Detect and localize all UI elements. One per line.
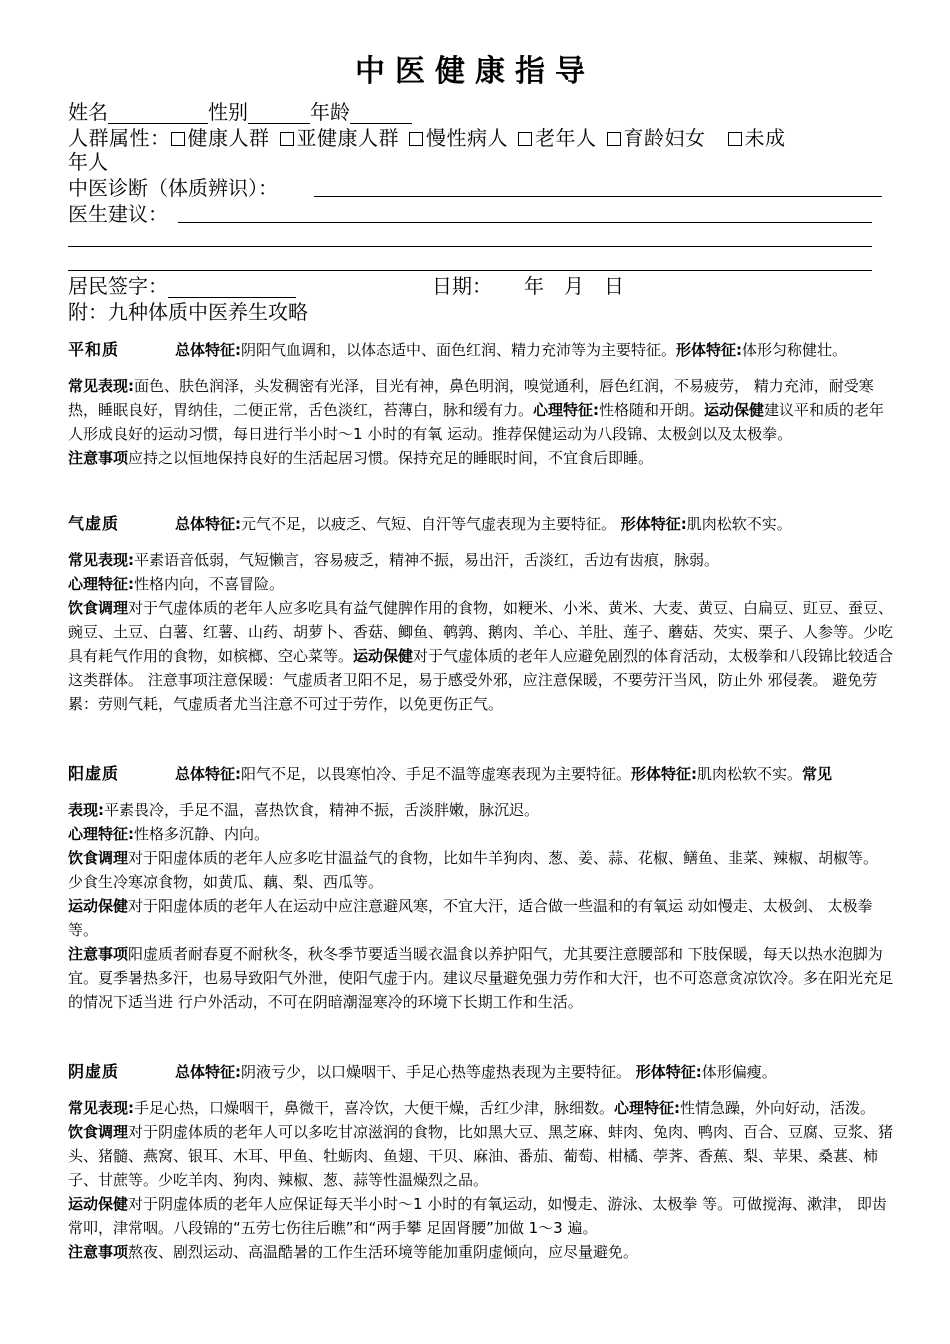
group-option-childbearing-women: 育龄妇女 (623, 126, 706, 150)
constitution-name: 平和质 (68, 340, 120, 359)
constitution-name: 阳虚质 (68, 764, 120, 783)
section-summary: 总体特征:阴阳气血调和，以体态适中、面色红润、精力充沛等为主要特征。形体特征:体形匀称健壮。 (175, 341, 848, 359)
constitution-name: 气虚质 (68, 514, 120, 533)
gender-field[interactable] (248, 103, 310, 124)
group-option-chronic: 慢性病人 (426, 126, 508, 150)
document-title: 中医健康指导 (355, 54, 595, 89)
signature-field[interactable] (168, 277, 296, 298)
gender-label: 性别 (208, 100, 248, 124)
group-option-minor: 未成 (744, 126, 786, 150)
date-month: 月 (564, 274, 584, 298)
section-qixu (68, 512, 894, 716)
section-paragraph: 运动保健对于阳虚体质的老年人在运动中应注意避风寒，不宜大汗，适合做一些温和的有氧运 动如慢走、太极剑、 太极拳等。 (68, 897, 873, 939)
section-paragraph: 注意事项应持之以恒地保持良好的生活起居习惯。保持充足的睡眠时间，不宜食后即睡。 (68, 449, 654, 467)
checkbox-chronic[interactable] (409, 132, 423, 146)
section-summary: 总体特征:阴液亏少，以口燥咽干、手足心热等虚热表现为主要特征。 形体特征:体形偏瘦。 (175, 1063, 777, 1081)
advice-field-line-3[interactable] (68, 270, 872, 271)
section-paragraph: 常见表现:手足心热，口燥咽干，鼻微干，喜冷饮，大便干燥，舌红少津，脉细数。心理特征:性情急躁，外向好动，活泼。 (68, 1099, 876, 1117)
signature-row (68, 274, 296, 298)
population-group-row (68, 126, 786, 150)
section-summary: 总体特征:阳气不足，以畏寒怕冷、手足不温等虚寒表现为主要特征。形体特征:肌肉松软不实。常见 (175, 765, 833, 783)
section-header (68, 762, 894, 786)
constitution-name: 阴虚质 (68, 1062, 120, 1081)
name-label: 姓名 (68, 100, 108, 124)
date-year: 年 (524, 274, 544, 298)
group-option-healthy: 健康人群 (187, 126, 270, 150)
section-summary: 总体特征:元气不足，以疲乏、气短、自汗等气虚表现为主要特征。 形体特征:肌肉松软不实。 (175, 515, 792, 533)
section-header (68, 1060, 894, 1084)
advice-field-line-2[interactable] (68, 246, 872, 247)
basic-info-row (68, 100, 412, 124)
section-paragraph: 注意事项阳虚质者耐春夏不耐秋冬，秋冬季节要适当暖衣温食以养护阳气，尤其要注意腰部和 下肢保暖，每天以热水泡脚为宜。夏季暑热多汗，也易导致阳气外泄，使阳气虚于内。建议尽量避免强力劳作和大汗，也不可恣意贪凉饮冷。多在阳光充足的情况下适当进 行户外活动，不可在阴暗潮湿寒冷的环境下长期工作和生活。 (68, 945, 894, 1011)
section-header (68, 512, 894, 536)
date-label: 日期： (432, 274, 492, 298)
checkbox-elderly[interactable] (518, 132, 532, 146)
age-field[interactable] (350, 103, 412, 124)
date-day: 日 (604, 274, 624, 298)
section-paragraph: 运动保健对于阴虚体质的老年人应保证每天半小时～1 小时的有氧运动，如慢走、游泳、太极拳 等。可做搅海、漱津， 即齿常叩，津常咽。八段锦的“五劳七伤往后瞧”和“两手攀 足固肾腰”加做 1～3 遍。 (68, 1195, 887, 1237)
section-paragraph: 常见表现:平素语音低弱，气短懒言，容易疲乏，精神不振，易出汗，舌淡红，舌边有齿痕，脉弱。 (68, 551, 720, 569)
checkbox-healthy[interactable] (171, 132, 185, 146)
section-paragraph: 饮食调理对于气虚体质的老年人应多吃具有益气健脾作用的食物，如粳米、小米、黄米、大麦、黄豆、白扁豆、豇豆、蚕豆、豌豆、土豆、白薯、红薯、山药、胡萝卜、香菇、鲫鱼、鹌鹑、鹅肉、羊心、羊肚、莲子、蘑菇、芡实、栗子、人参等。少吃具有耗气作用的食物，如槟榔、空心菜等。运动保健对于气虚体质的老年人应避免剧烈的体育活动，太极拳和八段锦比较适合这类群体。 注意事项注意保暖：气虚质者卫阳不足，易于感受外邪，应注意保暖，不要劳汗当风，防止外 邪侵袭。 避免劳累：劳则气耗，气虚质者尤当注意不可过于劳作，以免更伤正气。 (68, 599, 894, 713)
checkbox-childbearing-women[interactable] (607, 132, 621, 146)
name-field[interactable] (108, 103, 208, 124)
section-paragraph: 饮食调理对于阴虚体质的老年人可以多吃甘凉滋润的食物，比如黑大豆、黑芝麻、蚌肉、兔肉、鸭肉、百合、豆腐、豆浆、猪头、猪髓、燕窝、银耳、木耳、甲鱼、牡蛎肉、鱼翅、干贝、麻油、番茄、葡萄、柑橘、荸荠、香蕉、梨、苹果、桑葚、柿子、甘蔗等。少吃羊肉、狗肉、辣椒、葱、蒜等性温燥烈之品。 (68, 1123, 894, 1189)
group-label: 人群属性： (68, 126, 171, 150)
checkbox-minor[interactable] (728, 132, 742, 146)
group-option-elderly: 老年人 (535, 126, 597, 150)
section-paragraph: 注意事项熬夜、剧烈运动、高温酷暑的工作生活环境等能加重阴虚倾向，应尽量避免。 (68, 1243, 639, 1261)
appendix-title: 附：九种体质中医养生攻略 (68, 300, 308, 324)
section-paragraph: 饮食调理对于阳虚体质的老年人应多吃甘温益气的食物，比如牛羊狗肉、葱、姜、蒜、花椒、鳝鱼、韭菜、辣椒、胡椒等。 少食生冷寒凉食物，如黄瓜、藕、梨、西瓜等。 (68, 849, 879, 891)
section-yangxu (68, 762, 894, 1014)
section-paragraph: 心理特征:性格内向，不喜冒险。 (68, 575, 285, 593)
section-paragraph: 常见表现:面色、肤色润泽，头发稠密有光泽，目光有神，鼻色明润，嗅觉通利，唇色红润，不易疲劳， 精力充沛，耐受寒热，睡眠良好，胃纳佳，二便正常，舌色淡红，苔薄白，脉和缓有力。心理特征:性格随和开朗。运动保健建议平和质的老年人形成良好的运动习惯，每日进行半小时～1 小时的有氧 运动。推荐保健运动为八段锦、太极剑以及太极拳。 (68, 377, 885, 443)
advice-label: 医生建议： (68, 202, 168, 226)
section-paragraph: 表现:平素畏冷，手足不温，喜热饮食，精神不振，舌淡胖嫩，脉沉迟。 (68, 801, 540, 819)
section-header (68, 338, 894, 362)
diagnosis-field[interactable] (314, 196, 882, 197)
advice-field-line-1[interactable] (178, 222, 872, 223)
signature-label: 居民签字： (68, 274, 168, 298)
age-label: 年龄 (310, 100, 350, 124)
section-pinghe (68, 338, 894, 470)
checkbox-subhealthy[interactable] (280, 132, 294, 146)
group-option-subhealthy: 亚健康人群 (296, 126, 399, 150)
section-yinxu (68, 1060, 894, 1264)
group-option-minor-wrap: 年人 (68, 150, 108, 174)
date-row (432, 274, 624, 298)
diagnosis-label: 中医诊断（体质辨识）： (68, 176, 278, 200)
section-paragraph: 心理特征:性格多沉静、内向。 (68, 825, 270, 843)
